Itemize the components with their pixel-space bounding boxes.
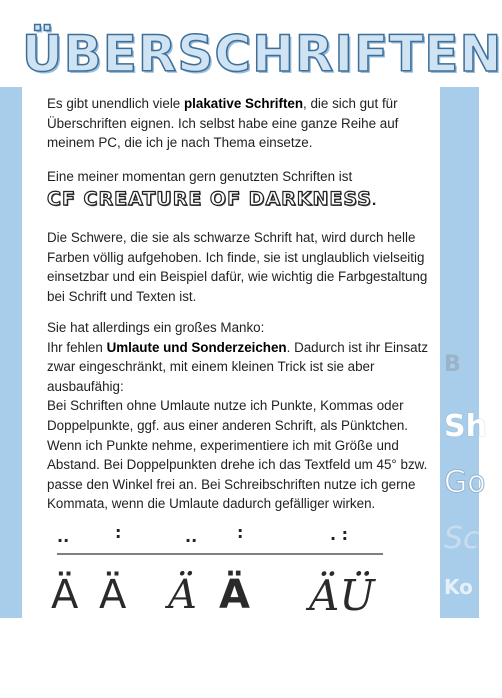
- problem-tips: Bei Schriften ohne Umlaute nutze ich Punkte, Kommas oder Doppelpunkte, ggf. aus einer anderen Schrift, als Pünktchen. Wenn ich Punkte nehme, experimentiere ich mit Größe und Abstand. Bei Doppelpunkten drehe ich das Textfeld um 45° bzw. passe den Winkel frei an. Bei Schreibschriften nutze ich gerne Kommata, wenn die Umlaute dadurch gefälliger wirken.: [47, 398, 428, 512]
- left-blue-panel: [0, 87, 22, 618]
- description-text: Die Schwere, die sie als schwarze Schrift hat, wird durch helle Farben völlig aufgehoben. Ich finde, sie ist unglaublich vielseitig einsetzbar und ein Beispiel dafür, wie wichtig die Farbgestaltung bei Schrift und Texten ist.: [47, 230, 428, 304]
- problem-text: . Dadurch ist ihr Einsatz zwar eingeschränkt, mit einem kleinen Trick ist sie aber ausbaufähig:: [47, 339, 429, 394]
- right-blue-panel: [440, 87, 487, 618]
- problem-line1: Sie hat allerdings ein großes Manko:: [47, 320, 265, 335]
- problem-text: Ihr fehlen: [47, 339, 107, 355]
- problem-paragraph: [47, 318, 437, 514]
- demo-mark: :: [237, 523, 244, 542]
- umlaut-demo: [47, 520, 392, 620]
- side-word: Go: [444, 465, 486, 500]
- demo-letter: ÄÜ: [309, 571, 375, 620]
- intro-text: Es gibt unendlich viele: [47, 96, 184, 111]
- demo-letter: Ä: [51, 572, 79, 618]
- demo-letter: Ä: [99, 572, 127, 618]
- favorite-text: Eine meiner momentan gern genutzten Schriften ist: [47, 169, 353, 184]
- side-word: Ko: [444, 575, 473, 599]
- demo-letter: Ä: [219, 572, 250, 618]
- font-sample-period: .: [371, 191, 377, 209]
- demo-mark: ..: [57, 527, 70, 546]
- side-word: Sc: [444, 521, 480, 556]
- problem-highlight: Umlaute und Sonderzeichen: [106, 339, 287, 355]
- font-sample: CF CREATURE OF DARKNESS: [47, 187, 372, 210]
- demo-letter: Ä: [168, 572, 197, 618]
- favorite-font-paragraph: [47, 167, 437, 210]
- description-paragraph: [47, 228, 437, 306]
- side-word: B: [444, 352, 461, 377]
- demo-mark: ..: [185, 527, 198, 546]
- demo-mark: :: [115, 523, 122, 542]
- intro-highlight: plakative Schriften: [183, 96, 304, 111]
- umlaut-demo-graphic: [47, 520, 392, 620]
- side-word: Sh: [444, 409, 487, 444]
- intro-text: , die sich gut für Überschriften eignen. Ich selbst habe eine ganze Reihe auf meinem PC, die ich je nach Thema einsetze.: [47, 96, 399, 151]
- page-title: ÜBERSCHRIFTEN: [22, 25, 502, 83]
- intro-paragraph: [47, 94, 437, 153]
- demo-mark: . :: [330, 525, 349, 544]
